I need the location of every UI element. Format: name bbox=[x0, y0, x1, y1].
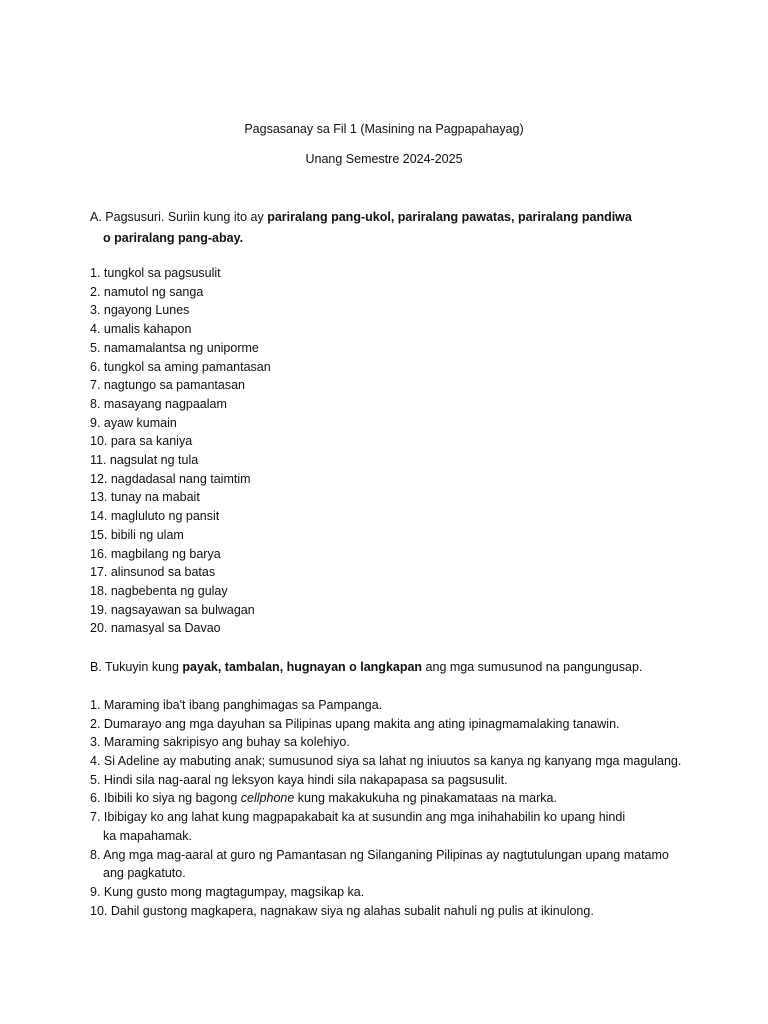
part-b-instruction-suffix: ang mga sumusunod na pangungusap. bbox=[422, 660, 643, 674]
part-a-item: 6. tungkol sa aming pamantasan bbox=[90, 359, 271, 374]
part-b-item-7: 7. Ibibigay ko ang lahat kung magpapakabait ka at susundin ang mga inihahabilin ko upang hindi bbox=[90, 810, 626, 824]
part-a-instruction-bold-continued: o pariralang pang-abay. bbox=[103, 231, 244, 245]
part-a-item: 11. nagsulat ng tula bbox=[90, 453, 199, 467]
semester-label: Unang Semestre 2024-2025 bbox=[305, 152, 463, 166]
part-b-item-6-suffix: kung makakukuha ng pinakamataas na marka. bbox=[294, 791, 557, 805]
part-a-item: 14. magluluto ng pansit bbox=[90, 509, 220, 524]
part-b-item-6-italic: cellphone bbox=[240, 791, 295, 805]
part-a-item: 13. tunay na mabait bbox=[90, 490, 200, 505]
part-b-item-5: 5. Hindi sila nag-aaral ng leksyon kaya hindi sila nakapapasa sa pagsusulit. bbox=[90, 773, 508, 787]
part-a-item: 7. nagtungo sa pamantasan bbox=[90, 378, 245, 393]
part-a-item: 12. nagdadasal nang taimtim bbox=[90, 471, 251, 486]
part-a-instruction bbox=[90, 210, 632, 224]
part-a-item: 19. nagsayawan sa bulwagan bbox=[90, 602, 255, 617]
part-b-item-6-text: 6. Ibibili ko siya ng bagong bbox=[90, 791, 241, 805]
part-b-item-10: 10. Dahil gustong magkapera, nagnakaw siya ng alahas subalit nahuli ng pulis at ikinulong. bbox=[90, 904, 594, 918]
part-a-instruction-bold: pariralang pang-ukol, pariralang pawatas, pariralang pandiwa bbox=[267, 210, 632, 224]
part-a-item: 1. tungkol sa pagsusulit bbox=[90, 266, 221, 280]
part-b-item-9: 9. Kung gusto mong magtagumpay, magsikap ka. bbox=[90, 885, 365, 899]
part-a-item: 18. nagbebenta ng gulay bbox=[90, 583, 228, 598]
part-b-item-8: 8. Ang mga mag-aaral at guro ng Pamantasan ng Silanganing Pilipinas ay nagtutulungan upang matamo bbox=[90, 848, 669, 862]
part-a-item: 20. namasyal sa Davao bbox=[90, 621, 221, 636]
part-b-item-6 bbox=[90, 791, 557, 805]
part-b-item-1: 1. Maraming iba't ibang panghimagas sa Pampanga. bbox=[90, 698, 383, 712]
part-b-item-2: 2. Dumarayo ang mga dayuhan sa Pilipinas upang makita ang ating ipinagmamalaking tanawin. bbox=[90, 717, 620, 731]
part-b-instruction bbox=[90, 660, 642, 674]
part-a-item: 5. namamalantsa ng uniporme bbox=[90, 340, 259, 355]
part-a-item: 3. ngayong Lunes bbox=[90, 303, 190, 318]
part-a-item: 2. namutol ng sanga bbox=[90, 284, 204, 299]
part-a-item: 8. masayang nagpaalam bbox=[90, 396, 227, 411]
part-b-item-8-continued: ang pagkatuto. bbox=[103, 866, 186, 880]
part-a-item: 4. umalis kahapon bbox=[90, 322, 192, 337]
part-b-item-3: 3. Maraming sakripisyo ang buhay sa kolehiyo. bbox=[90, 735, 350, 749]
part-a-item: 15. bibili ng ulam bbox=[90, 527, 184, 542]
document-title: Pagsasanay sa Fil 1 (Masining na Pagpapahayag) bbox=[244, 122, 524, 136]
part-a-instruction-continued bbox=[103, 231, 243, 245]
part-b-item-4: 4. Si Adeline ay mabuting anak; sumusunod siya sa lahat ng iniuutos sa kanya ng kanyang mga magulang. bbox=[90, 754, 682, 768]
part-a-item: 16. magbilang ng barya bbox=[90, 546, 221, 561]
part-b-instruction-text: B. Tukuyin kung bbox=[90, 660, 183, 674]
part-a-item: 9. ayaw kumain bbox=[90, 415, 177, 430]
part-b-instruction-bold: payak, tambalan, hugnayan o langkapan bbox=[182, 660, 423, 674]
part-a-item: 10. para sa kaniya bbox=[90, 434, 193, 449]
part-a-instruction-text: A. Pagsusuri. Suriin kung ito ay bbox=[90, 210, 268, 224]
part-b-item-7-continued: ka mapahamak. bbox=[103, 829, 192, 843]
part-a-item: 17. alinsunod sa batas bbox=[90, 565, 216, 580]
